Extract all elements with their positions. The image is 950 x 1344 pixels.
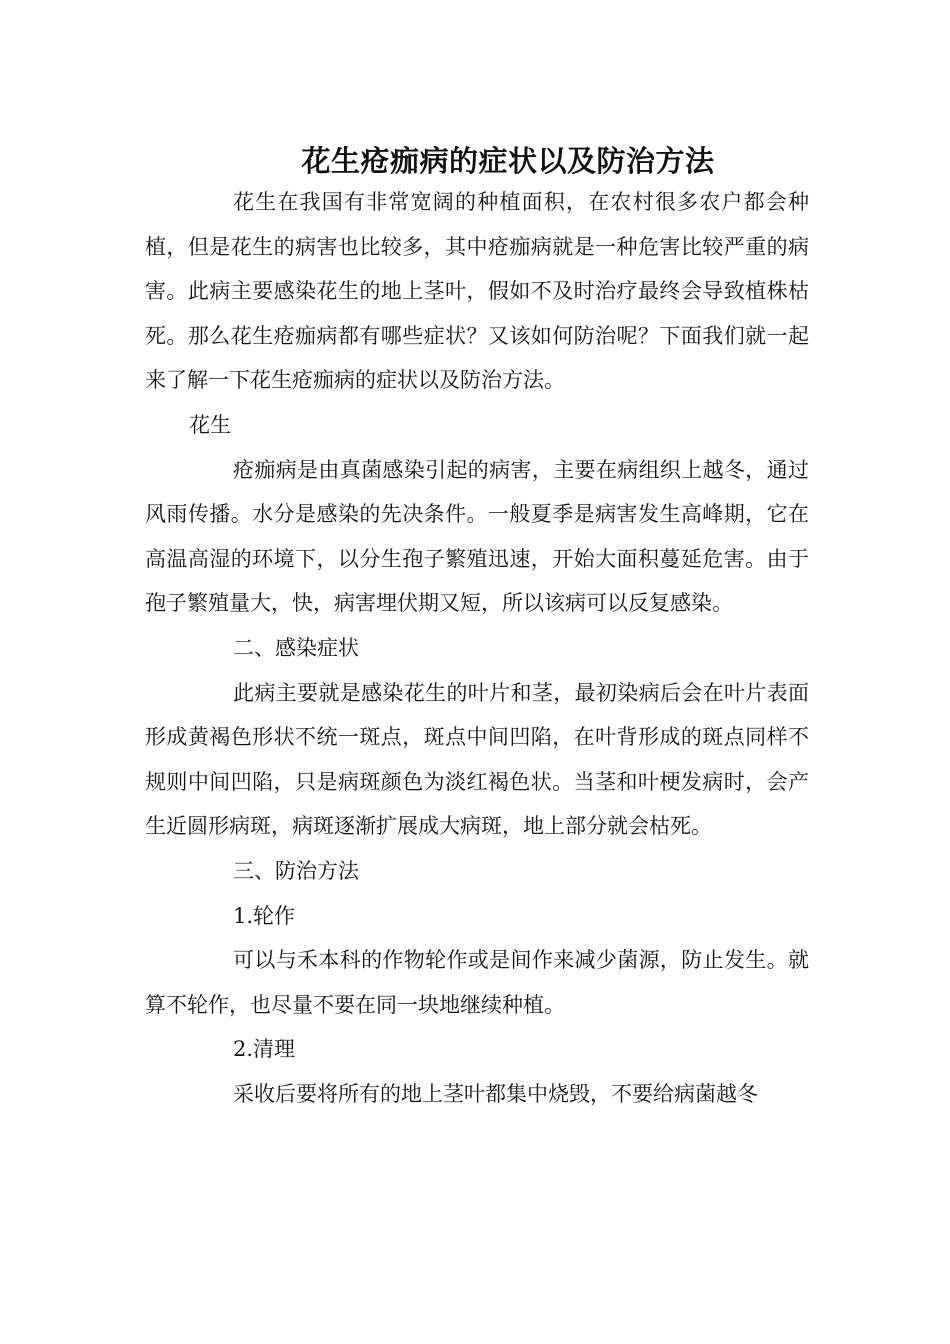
- section-heading-symptoms: 二、感染症状: [233, 635, 359, 660]
- document-body: [145, 180, 809, 1116]
- section-heading-prevention: 三、防治方法: [233, 858, 359, 883]
- rotation-paragraph: 可以与禾本科的作物轮作或是间作来减少菌源，防止发生。就算不轮作，也尽量不要在同一块地继续种植。: [145, 948, 809, 1017]
- document-title: 花生疮痂病的症状以及防治方法: [301, 144, 715, 179]
- intro-paragraph: 花生在我国有非常宽阔的种植面积，在农村很多农户都会种植，但是花生的病害也比较多，其中疮痂病就是一种危害比较严重的病害。此病主要感染花生的地上茎叶，假如不及时治疗最终会导致植株枯死。那么花生疮痂病都有哪些症状？又该如何防治呢？下面我们就一起来了解一下花生疮痂病的症状以及防治方法。: [145, 190, 809, 393]
- image-caption-peanut: 花生: [189, 412, 231, 437]
- cause-paragraph: 疮痂病是由真菌感染引起的病害，主要在病组织上越冬，通过风雨传播。水分是感染的先决条件。一般夏季是病害发生高峰期，它在高温高湿的环境下，以分生孢子繁殖迅速，开始大面积蔓延危害。由于孢子繁殖量大，快，病害埋伏期又短，所以该病可以反复感染。: [145, 457, 809, 616]
- subheading-rotation: 1.轮作: [233, 903, 296, 928]
- symptoms-paragraph: 此病主要就是感染花生的叶片和茎，最初染病后会在叶片表面形成黄褐色形状不统一斑点，斑点中间凹陷，在叶背形成的斑点同样不规则中间凹陷，只是病斑颜色为淡红褐色状。当茎和叶梗发病时，会产生近圆形病斑，病斑逐渐扩展成大病斑，地上部分就会枯死。: [145, 680, 809, 839]
- subheading-cleanup: 2.清理: [233, 1037, 296, 1062]
- cleanup-paragraph: 采收后要将所有的地上茎叶都集中烧毁，不要给病菌越冬: [233, 1081, 758, 1106]
